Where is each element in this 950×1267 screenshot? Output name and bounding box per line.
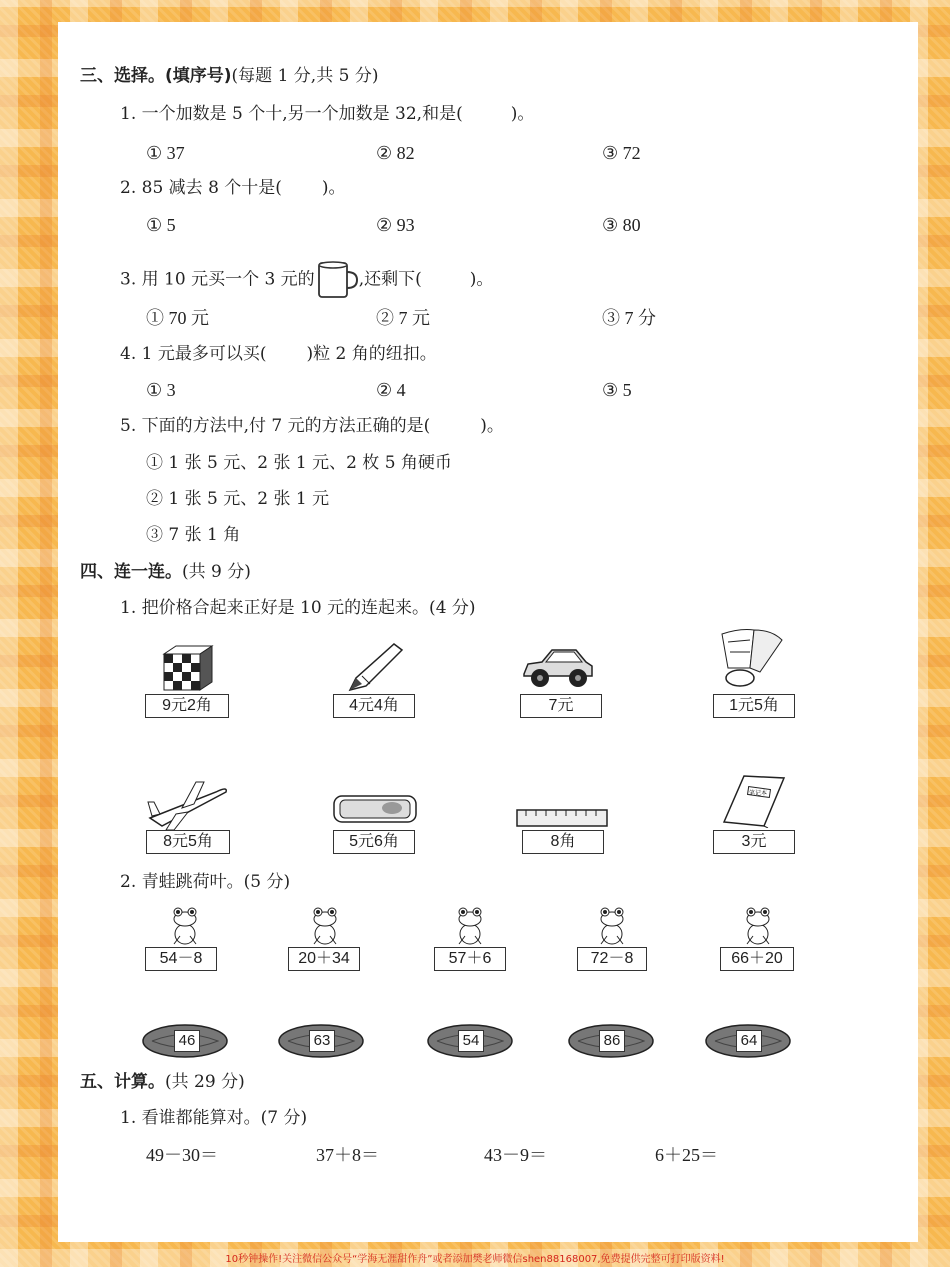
leaf-number-1: 46 — [174, 1030, 200, 1052]
q2-option-1: ① 5 — [146, 215, 176, 235]
lotus-leaf — [142, 1024, 228, 1058]
question-1: 1. 一个加数是 5 个十,另一个加数是 32,和是( )。 — [120, 104, 535, 124]
q4-option-2: ② 4 — [376, 380, 406, 400]
section5-score: (共 29 分) — [165, 1072, 245, 1092]
section3-title: 三、选择。 — [80, 66, 165, 86]
section5-title: 五、计算。 — [80, 1072, 165, 1092]
frog-expression-3: 57＋6 — [434, 947, 506, 971]
q1-option-3: ③ 72 — [602, 143, 641, 163]
section3-score: (每题 1 分,共 5 分) — [231, 66, 379, 86]
section3-heading — [80, 66, 378, 86]
section5-q1: 1. 看谁都能算对。(7 分) — [120, 1108, 308, 1128]
fountain-pen-icon — [344, 640, 406, 694]
section4-q1: 1. 把价格合起来正好是 10 元的连起来。(4 分) — [120, 598, 476, 618]
pencil-case-icon — [332, 792, 418, 826]
q3-option-3: ③ 7 分 — [602, 308, 656, 328]
toy-airplane-icon — [146, 778, 230, 832]
frog-icon — [455, 906, 485, 946]
calc-problem-2: 37＋8＝ — [316, 1145, 379, 1165]
price-box-pencil-case: 5元6角 — [333, 830, 415, 854]
question-5: 5. 下面的方法中,付 7 元的方法正确的是( )。 — [120, 416, 504, 436]
section3-instruction: (填序号) — [165, 66, 232, 86]
footer-notice: 10秒钟操作!关注微信公众号“学海无涯甜作舟”或者添加樊老师微信shen88168007,免费提供完整可打印版资料! — [225, 1254, 725, 1265]
lotus-leaf — [568, 1024, 654, 1058]
q2-option-3: ③ 80 — [602, 215, 641, 235]
price-box-toy-car: 7元 — [520, 694, 602, 718]
frog-expression-5: 66＋20 — [720, 947, 794, 971]
q2-option-2: ② 93 — [376, 215, 415, 235]
leaf-number-2: 63 — [309, 1030, 335, 1052]
calc-problem-1: 49－30＝ — [146, 1145, 218, 1165]
notebook-label: 笔记本 — [749, 790, 768, 797]
q3-option-1: ① 70 元 — [146, 308, 209, 328]
frog-icon — [597, 906, 627, 946]
price-box-notebook: 3元 — [713, 830, 795, 854]
leaf-number-5: 64 — [736, 1030, 762, 1052]
price-box-shuttlecock: 1元5角 — [713, 694, 795, 718]
section4-q2: 2. 青蛙跳荷叶。(5 分) — [120, 872, 291, 892]
calc-problem-4: 6＋25＝ — [655, 1145, 718, 1165]
q5-option-3: ③ 7 张 1 角 — [146, 525, 241, 545]
rubik-cube-icon — [160, 644, 216, 692]
worksheet-page — [58, 22, 918, 1242]
lotus-leaf — [427, 1024, 513, 1058]
shuttlecock-icon — [720, 628, 786, 690]
price-box-toy-airplane: 8元5角 — [146, 830, 230, 854]
frog-expression-2: 20＋34 — [288, 947, 360, 971]
frog-icon — [743, 906, 773, 946]
q4-option-1: ① 3 — [146, 380, 176, 400]
lotus-leaf — [705, 1024, 791, 1058]
cup-icon — [315, 260, 359, 300]
question-3: 3. 用 10 元买一个 3 元的 ,还剩下( )。 — [120, 260, 493, 300]
lotus-leaf — [278, 1024, 364, 1058]
section4-heading — [80, 562, 251, 582]
q4-option-3: ③ 5 — [602, 380, 632, 400]
leaf-number-3: 54 — [458, 1030, 484, 1052]
question-4: 4. 1 元最多可以买( )粒 2 角的纽扣。 — [120, 344, 437, 364]
price-box-fountain-pen: 4元4角 — [333, 694, 415, 718]
q5-option-2: ② 1 张 5 元、2 张 1 元 — [146, 489, 330, 509]
toy-car-icon — [520, 644, 596, 690]
calc-problem-3: 43－9＝ — [484, 1145, 547, 1165]
q5-option-1: ① 1 张 5 元、2 张 1 元、2 枚 5 角硬币 — [146, 453, 452, 473]
frog-icon — [310, 906, 340, 946]
question-2: 2. 85 减去 8 个十是( )。 — [120, 178, 346, 198]
ruler-icon — [516, 808, 608, 828]
section4-title: 四、连一连。 — [80, 562, 182, 582]
frog-icon — [170, 906, 200, 946]
q1-option-2: ② 82 — [376, 143, 415, 163]
q3-option-2: ② 7 元 — [376, 308, 430, 328]
price-box-rubik-cube: 9元2角 — [145, 694, 229, 718]
section4-score: (共 9 分) — [182, 562, 251, 582]
frog-expression-4: 72－8 — [577, 947, 647, 971]
price-box-ruler: 8角 — [522, 830, 604, 854]
frog-expression-1: 54－8 — [145, 947, 217, 971]
q1-option-1: ① 37 — [146, 143, 185, 163]
notebook-icon — [722, 774, 786, 828]
leaf-number-4: 86 — [599, 1030, 625, 1052]
section5-heading — [80, 1072, 245, 1092]
